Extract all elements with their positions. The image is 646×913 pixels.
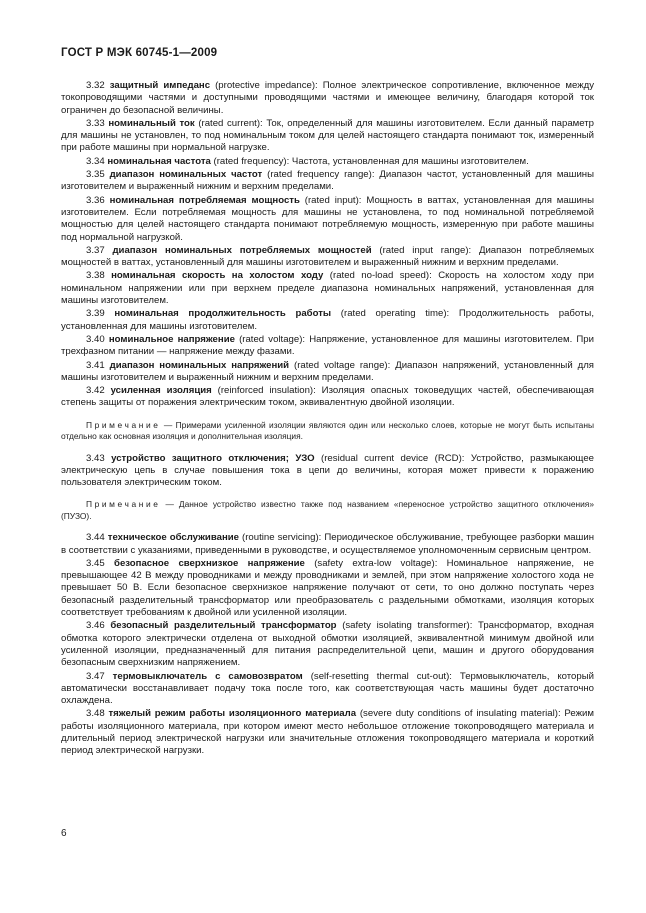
definition: (safety isolating transformer): Трансформатор, входная обмотка которого электрически отделена от выходной обмотки изоляцией, эквивалентной минимум двойной или усиленной изоляции, предназначенный для питания распределительной цепи, машин и другого оборудования безопасным сверхнизким напряжением. (61, 620, 595, 669)
definition: (rated frequency): Частота, установленная для машины изготовителем. (210, 155, 529, 167)
definition: (rated voltage range): Диапазон напряжений, установленный для машины изготовителем и выраженный нижним и верхним пределами. (61, 359, 594, 383)
definition: (reinforced insulation): Изоляция опасных токоведущих частей, обеспечивающая степень защиты от поражения электрическим током, эквивалентную двойной изоляции. (61, 385, 594, 409)
clause-3-34 (61, 156, 594, 168)
clause-number: 3.38 (86, 270, 105, 282)
page-number: 6 (61, 828, 67, 839)
clause-3-33 (61, 118, 594, 155)
term: диапазон номинальных потребляемых мощностей (112, 244, 372, 256)
term: безопасное сверхнизкое напряжение (114, 557, 305, 569)
term: устройство защитного отключения; УЗО (111, 452, 315, 464)
term: усиленная изоляция (110, 385, 212, 397)
term: тяжелый режим работы изоляционного материала (108, 708, 357, 720)
definition: (rated input range): Диапазон потребляемых мощностей в ваттах, установленный для машины изготовителем и выраженный нижним и верхним пределами. (61, 244, 595, 269)
term: номинальная скорость на холостом ходу (111, 270, 324, 282)
term: диапазон номинальных напряжений (109, 359, 290, 371)
clause-number: 3.46 (86, 620, 105, 632)
note-label: Примечание (86, 499, 161, 510)
clause-3-42 (61, 385, 594, 410)
definition: (safety extra-low voltage): Номинальное напряжение, не превышающее 42 В между проводниками и между проводниками и землей, при этом напряжение холостого хода не превышает 50 В. Если безопасное сверхнизкое напряжение получают от сети, то оно должно поступать через безопасный разделительный трансформатор или преобразователь с раздельными обмотками, изоляция которых соответствует требованиям к двойной или усиленной изоляции. (61, 557, 595, 619)
clause-3-43 (61, 453, 594, 490)
clause-number: 3.43 (86, 452, 105, 464)
clause-3-39 (61, 308, 594, 333)
term: диапазон номинальных частот (109, 169, 263, 181)
note-text: — Примерами усиленной изоляции являются один или несколько слоев, которые не могут быть испытаны отдельно как основная изоляция и дополнительная изоляция. (61, 419, 594, 442)
term: номинальный ток (108, 117, 195, 129)
clause-number: 3.44 (86, 532, 105, 544)
note-reinforced-insulation (61, 420, 594, 443)
term: номинальная продолжительность работы (114, 308, 332, 320)
clause-number: 3.45 (86, 557, 105, 569)
clause-number: 3.42 (86, 385, 105, 397)
definition: (rated operating time): Продолжительность работы, установленная для машины изготовителем. (61, 308, 594, 332)
clause-number: 3.47 (86, 670, 105, 682)
clause-3-38 (61, 270, 594, 307)
clause-number: 3.35 (86, 169, 105, 181)
term: номинальная потребляемая мощность (109, 194, 300, 206)
term: номинальная частота (107, 155, 211, 167)
definition: (rated voltage): Напряжение, установленное для машины изготовителем. При трехфазном питании — напряжение между фазами. (61, 333, 595, 358)
definition: (routine servicing): Периодическое обслуживание, требующее разборки машин в соответствии с указаниями, приведенными в руководстве, и осуществляемое уполномоченным сервисным центром. (61, 532, 594, 556)
clause-number: 3.48 (86, 708, 105, 720)
clause-number: 3.32 (86, 80, 105, 91)
term: номинальное напряжение (108, 333, 235, 345)
clause-number: 3.33 (86, 117, 105, 129)
clause-3-46 (61, 620, 594, 669)
note-text: — Данное устройство известно также под названием «переносное устройство защитного отключения» (ПУЗО). (61, 499, 594, 521)
definition: (rated frequency range): Диапазон частот, установленный для машины изготовителем и выраженный нижним и верхним пределами. (61, 169, 595, 193)
page-header: ГОСТ Р МЭК 60745-1—2009 (61, 47, 218, 59)
clause-3-35 (61, 169, 594, 194)
document-body (61, 80, 594, 759)
clause-3-45 (61, 558, 594, 619)
clause-number: 3.37 (86, 244, 105, 256)
clause-number: 3.36 (86, 194, 105, 206)
clause-3-44 (61, 532, 594, 557)
clause-3-47 (61, 671, 594, 708)
definition: (rated no-load speed): Скорость на холостом ходу при номинальном напряжении или при верхнем пределе диапазона номинальных напряжений, установленная для машины изготовителем. (61, 270, 595, 307)
clause-number: 3.34 (86, 155, 105, 167)
note-label: Примечание (86, 419, 161, 430)
definition: (severe duty conditions of insulating material): Режим работы изоляционного материала, при котором имеют место небольшое отложение токопроводящего материала и длительный период электрической нагрузки или значительные отложения токопроводящего материала и короткий период электрической нагрузки. (61, 708, 595, 757)
clause-number: 3.40 (86, 333, 105, 345)
clause-3-37 (61, 245, 594, 270)
clause-3-48 (61, 708, 594, 757)
definition: (self-resetting thermal cut-out): Термовыключатель, который автоматически восстанавливает подачу тока после того, как соответствующая часть машины будет достаточно охлаждена. (61, 670, 594, 707)
definition: (residual current device (RCD): Устройство, размыкающее электрическую цепь в случае повышения тока в цепи до величины, которая может привести к поражению пользователя электрическим током. (61, 452, 594, 489)
definition: (protective impedance): Полное электрическое сопротивление, включенное между токопроводящими частями и доступными проводящими частями и имеющее величину, благодаря которой ток ограничен до безопасной величины. (61, 80, 595, 116)
clause-3-41 (61, 360, 594, 385)
clause-number: 3.41 (86, 359, 105, 371)
clause-3-40 (61, 334, 594, 359)
term: защитный импеданс (109, 80, 211, 91)
clause-3-36 (61, 195, 594, 244)
definition: (rated current): Ток, определенный для машины изготовителем. Если данный параметр для машины не установлен, то под номинальным током для целей настоящего стандарта понимают ток, измеренный при работе машины при нормальной нагрузке. (61, 117, 595, 154)
clause-3-32 (61, 80, 594, 117)
note-rcd (61, 499, 594, 522)
term: безопасный разделительный трансформатор (110, 620, 337, 632)
clause-number: 3.39 (86, 308, 105, 320)
definition: (rated input): Мощность в ваттах, установленная для машины изготовителем. Если потребляемая мощность для машины не установлена, то под номинальной потребляемой мощностью для целей настоящего стандарта понимают потребляемую мощность, измеренную при работе машины под нормальной нагрузкой. (61, 194, 594, 243)
term: техническое обслуживание (107, 532, 239, 544)
term: термовыключатель с самовозвратом (112, 670, 303, 682)
